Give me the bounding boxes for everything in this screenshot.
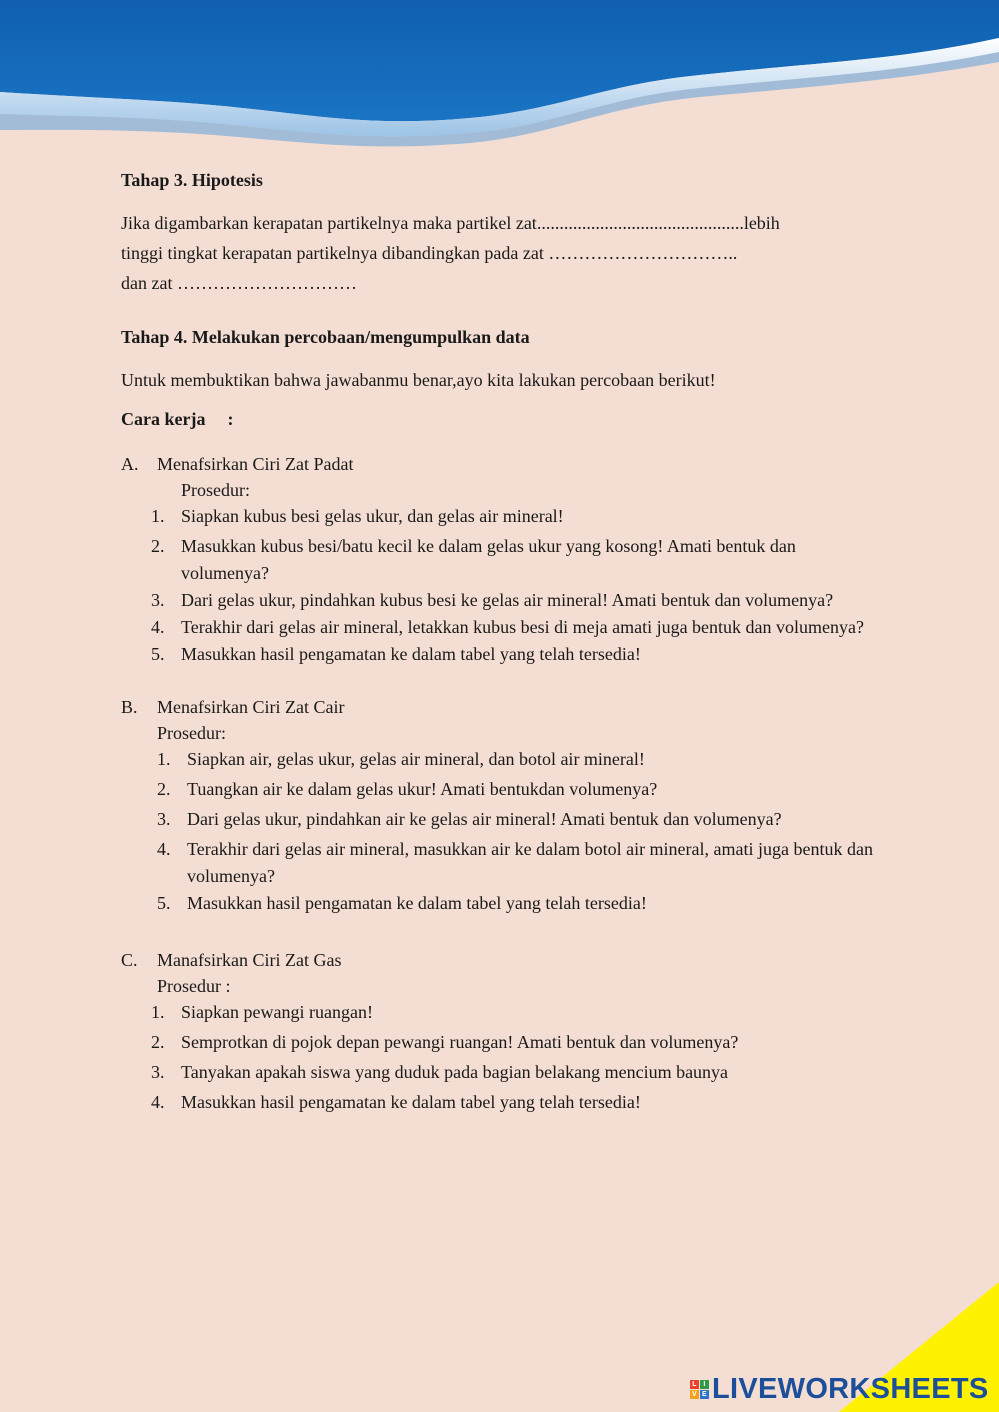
tahap4-intro: Untuk membuktikan bahwa jawabanmu benar,ayo kita lakukan percobaan berikut! (121, 370, 716, 390)
list-item (157, 746, 881, 773)
step-text: Terakhir dari gelas air mineral, letakkan kubus besi di meja amati juga bentuk dan volumenya? (181, 617, 865, 637)
section-a-title (121, 451, 881, 477)
hypothesis-line-1 (121, 208, 881, 238)
procedure-list (121, 746, 881, 917)
hypothesis-line-3 (121, 268, 881, 298)
step-text: Masukkan hasil pengamatan ke dalam tabel yang telah tersedia! (187, 893, 647, 913)
hypothesis-paragraph (121, 208, 881, 298)
section-b (121, 694, 881, 917)
list-item (151, 614, 881, 641)
section-title-text: Menafsirkan Ciri Zat Cair (157, 697, 345, 717)
section-c (121, 947, 881, 1116)
answer-blank-2[interactable]: ………………………….. (548, 243, 738, 263)
list-item (151, 533, 881, 587)
step-text: Masukkan kubus besi/batu kecil ke dalam gelas ukur yang kosong! Amati bentuk dan volumenya? (181, 536, 796, 583)
list-item (151, 1029, 881, 1056)
step-text: Tuangkan air ke dalam gelas ukur! Amati bentukdan volumenya? (187, 779, 658, 799)
step-number: 2. (151, 1032, 165, 1052)
cara-kerja-label (121, 407, 881, 431)
answer-blank-1[interactable]: .............................................. (536, 213, 744, 233)
step-number: 3. (151, 590, 165, 610)
step-text: Tanyakan apakah siswa yang duduk pada bagian belakang mencium baunya (181, 1062, 729, 1082)
logo-mark-letter: I (700, 1380, 709, 1389)
section-letter: A. (121, 454, 139, 474)
step-number: 5. (151, 644, 165, 664)
section-title-text: Menafsirkan Ciri Zat Padat (157, 454, 354, 474)
list-item (157, 776, 881, 803)
section-letter: C. (121, 950, 138, 970)
step-number: 4. (151, 617, 165, 637)
list-item (151, 999, 881, 1026)
step-text: Semprotkan di pojok depan pewangi ruangan! Amati bentuk dan volumenya? (181, 1032, 739, 1052)
prosedur-label: Prosedur: (157, 723, 226, 743)
list-item (151, 503, 881, 530)
prosedur-label: Prosedur : (157, 976, 231, 996)
liveworksheets-logo-text: LIVEWORKSHEETS (712, 1372, 989, 1405)
tahap4-heading: Tahap 4. Melakukan percobaan/mengumpulkan data (121, 327, 530, 347)
step-text: Masukkan hasil pengamatan ke dalam tabel yang telah tersedia! (181, 1092, 641, 1112)
header-wave-banner (0, 0, 999, 170)
procedure-list (121, 999, 881, 1116)
section-title-text: Manafsirkan Ciri Zat Gas (157, 950, 342, 970)
step-number: 1. (151, 1002, 165, 1022)
section-c-title (121, 947, 881, 973)
step-text: Siapkan pewangi ruangan! (181, 1002, 373, 1022)
list-item (151, 1089, 881, 1116)
step-number: 3. (157, 809, 171, 829)
procedure-list (121, 503, 881, 668)
step-text: Dari gelas ukur, pindahkan kubus besi ke gelas air mineral! Amati bentuk dan volumenya? (181, 590, 834, 610)
step-number: 2. (151, 536, 165, 556)
hypothesis-text: lebih (743, 213, 780, 233)
section-b-title (121, 694, 881, 720)
prosedur-label: Prosedur: (181, 480, 250, 500)
logo-mark-letter: V (690, 1390, 699, 1399)
hypothesis-text: dan zat (121, 273, 173, 293)
logo-mark-letter: E (700, 1390, 709, 1399)
step-text: Masukkan hasil pengamatan ke dalam tabel yang telah tersedia! (181, 644, 641, 664)
step-text: Siapkan kubus besi gelas ukur, dan gelas air mineral! (181, 506, 564, 526)
hypothesis-line-2 (121, 238, 881, 268)
list-item (151, 1059, 881, 1086)
step-text: Terakhir dari gelas air mineral, masukkan air ke dalam botol air mineral, amati juga bentuk dan volumenya? (187, 839, 873, 886)
list-item (157, 836, 881, 890)
step-number: 3. (151, 1062, 165, 1082)
section-letter: B. (121, 697, 138, 717)
tahap3-heading: Tahap 3. Hipotesis (121, 170, 263, 190)
hypothesis-text: tinggi tingkat kerapatan partikelnya dibandingkan pada zat (121, 243, 544, 263)
list-item (151, 587, 881, 614)
list-item (157, 806, 881, 833)
list-item (151, 641, 881, 668)
list-item (157, 890, 881, 917)
step-number: 1. (157, 749, 171, 769)
section-a (121, 451, 881, 668)
step-number: 4. (157, 839, 171, 859)
step-number: 4. (151, 1092, 165, 1112)
liveworksheets-logo[interactable] (690, 1372, 989, 1406)
liveworksheets-logo-icon (690, 1380, 709, 1399)
step-text: Dari gelas ukur, pindahkan air ke gelas air mineral! Amati bentuk dan volumenya? (187, 809, 782, 829)
logo-mark-letter: L (690, 1380, 699, 1389)
step-text: Siapkan air, gelas ukur, gelas air mineral, dan botol air mineral! (187, 749, 645, 769)
step-number: 1. (151, 506, 165, 526)
answer-blank-3[interactable]: ………………………… (176, 273, 357, 293)
cara-kerja-text: Cara kerja (121, 409, 206, 429)
step-number: 5. (157, 893, 171, 913)
step-number: 2. (157, 779, 171, 799)
hypothesis-text: Jika digambarkan kerapatan partikelnya maka partikel zat (121, 213, 537, 233)
worksheet-content (121, 168, 881, 1116)
cara-kerja-colon: : (227, 409, 234, 429)
